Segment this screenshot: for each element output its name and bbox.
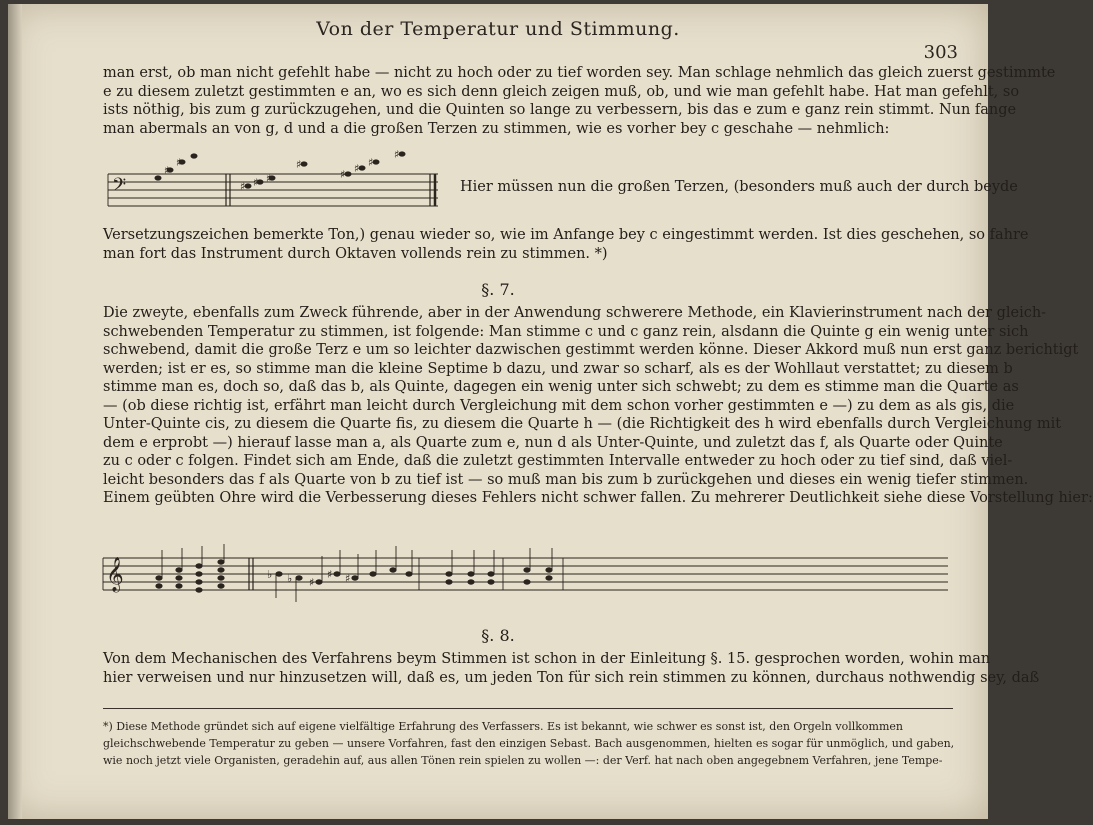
- book-page: [8, 4, 1093, 819]
- page-number: 303: [923, 42, 958, 63]
- section-heading-7: §. 7.: [481, 280, 515, 299]
- svg-text:♯: ♯: [176, 156, 182, 169]
- text-line: e zu diesem zuletzt gestimmten e an, wo es sich denn gleich zeigen muß, ob, und wie man gefehlt habe. Hat man gefehlt, so: [103, 83, 1020, 100]
- paragraph-section-7: [103, 304, 1093, 508]
- text-line: — (ob diese richtig ist, erfährt man leicht durch Vergleichung mit dem schon vorher gestimmten e —) zu dem as als gis, die: [103, 397, 1015, 414]
- footnote: [103, 718, 963, 769]
- paragraph-section-8: [103, 650, 1040, 687]
- text-line: man abermals an von g, d und a die großen Terzen zu stimmen, wie es vorher bey c geschahe — nehmlich:: [103, 120, 890, 137]
- paragraph-top: [103, 64, 1056, 138]
- footnote-line: gleichschwebende Temperatur zu geben — unsere Vorfahren, fast den einzigen Sebast. Bach ausgenommen, hielten es sogar für unmöglich, und gaben,: [103, 737, 955, 750]
- text-line: stimme man es, doch so, daß das b, als Quinte, dagegen ein wenig unter sich schwebt; zu dem es stimme man die Quarte as: [103, 379, 1019, 395]
- music-staff-treble: [103, 544, 953, 604]
- svg-text:♭: ♭: [287, 572, 293, 585]
- text-line: ists nöthig, bis zum g zurückzugehen, und die Quinten so lange zu verbessern, bis das e zum e ganz rein stimmt. Nun fange: [103, 102, 1017, 118]
- footnote-line: *) Diese Methode gründet sich auf eigene vielfältige Erfahrung des Verfassers. Es ist bekannt, wie schwer es sonst ist, den Orgeln vollkommen: [103, 720, 903, 733]
- svg-text:♯: ♯: [327, 568, 333, 581]
- svg-text:♯: ♯: [340, 168, 346, 181]
- svg-text:♯: ♯: [164, 164, 170, 177]
- svg-text:♯: ♯: [240, 180, 246, 193]
- treble-clef-icon: 𝄞: [106, 557, 124, 592]
- text-line: Die zweyte, ebenfalls zum Zweck führende, aber in der Anwendung schwerere Methode, ein Klavierinstrument nach der gleich-: [103, 305, 1047, 321]
- text-line: dem e erprobt —) hierauf lasse man a, als Quarte zum e, nun d als Unter-Quinte, und zuletzt das f, als Quarte oder Quinte: [103, 434, 1003, 451]
- music-staff-bass: [108, 148, 448, 222]
- section-heading-8: §. 8.: [481, 626, 515, 645]
- svg-text:♭: ♭: [267, 568, 273, 581]
- running-header: Von der Temperatur und Stimmung.: [316, 18, 680, 40]
- footnote-divider: [103, 708, 953, 709]
- svg-text:♯: ♯: [296, 158, 302, 171]
- text-line: zu c oder c folgen. Findet sich am Ende, daß die zuletzt gestimmten Intervalle entweder zu hoch oder zu tief sind, daß viel-: [103, 453, 1013, 469]
- paragraph-after-staff: [103, 226, 1029, 263]
- text-line: Von dem Mechanischen des Verfahrens beym Stimmen ist schon in der Einleitung §. 15. gesprochen worden, wohin man: [103, 651, 991, 667]
- text-line: werden; ist er es, so stimme man die kleine Septime b dazu, und zwar so scharf, als es der Wohllaut verstattet; zu diesem b: [103, 360, 1013, 377]
- text-line: man erst, ob man nicht gefehlt habe — nicht zu hoch oder zu tief worden sey. Man schlage nehmlich das gleich zuerst gestimmte: [103, 65, 1056, 81]
- svg-text:♯: ♯: [394, 148, 400, 161]
- svg-text:♯: ♯: [309, 576, 315, 589]
- svg-text:♯: ♯: [354, 162, 360, 175]
- text-line: schwebenden Temperatur zu stimmen, ist folgende: Man stimme c und c ganz rein, alsdann die Quinte g ein wenig unter sich: [103, 323, 1029, 340]
- binding-gutter: [8, 4, 22, 819]
- svg-text:♯: ♯: [253, 176, 259, 189]
- text-line: Unter-Quinte cis, zu diesem die Quarte fis, zu diesem die Quarte h — (die Richtigkeit des h wird ebenfalls durch Vergleichung mit: [103, 416, 1062, 432]
- text-line: Versetzungszeichen bemerkte Ton,) genau wieder so, wie im Anfange bey c eingestimmt werden. Ist dies geschehen, so fahre: [103, 227, 1029, 243]
- staff-caption: Hier müssen nun die großen Terzen, (besonders muß auch der durch beyde: [460, 179, 1018, 195]
- text-line: man fort das Instrument durch Oktaven vollends rein zu stimmen. *): [103, 245, 608, 262]
- footnote-line: wie noch jetzt viele Organisten, geradehin auf, aus allen Tönen rein spielen zu wollen —: der Verf. hat nach oben angegebnem Verfahren, jene Tempe-: [103, 754, 943, 767]
- svg-text:♯: ♯: [368, 156, 374, 169]
- svg-text:♯: ♯: [345, 572, 351, 585]
- svg-text:♯: ♯: [266, 172, 272, 185]
- text-line: Einem geübten Ohre wird die Verbesserung dieses Fehlers nicht schwer fallen. Zu mehrerer Deutlichkeit siehe diese Vorstellung hier:: [103, 490, 1093, 506]
- text-line: hier verweisen und nur hinzusetzen will, daß es, um jeden Ton für sich rein stimmen zu können, durchaus nothwendig sey, daß: [103, 669, 1040, 686]
- bass-clef-icon: 𝄢: [112, 175, 127, 200]
- text-line: schwebend, damit die große Terz e um so leichter dazwischen gestimmt werden könne. Dieser Akkord muß nun erst ganz berichtigt: [103, 342, 1079, 358]
- text-line: leicht besonders das f als Quarte von b zu tief ist — so muß man bis zum b zurückgehen und dieses ein wenig tiefer stimmen.: [103, 471, 1029, 488]
